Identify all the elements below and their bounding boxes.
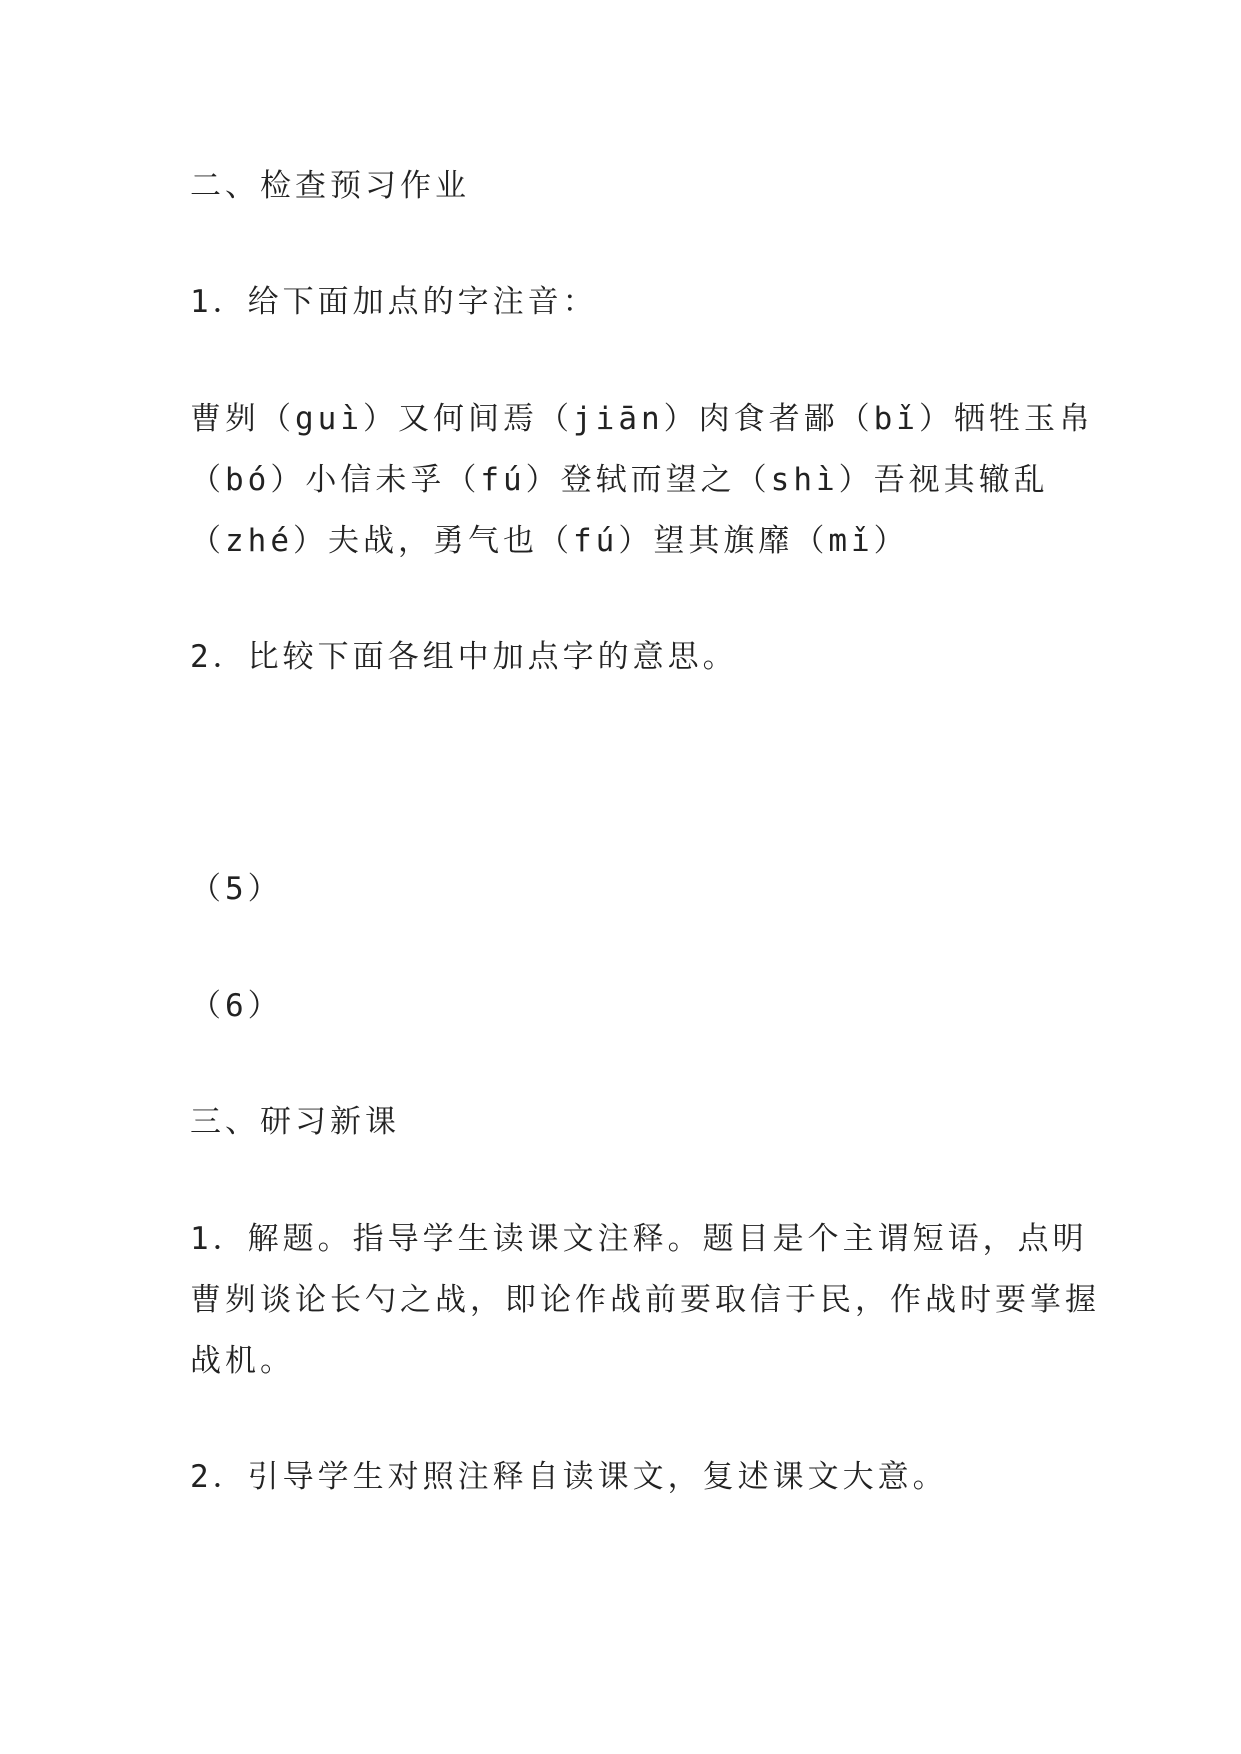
question2-label: 2．比较下面各组中加点字的意思。 (190, 639, 738, 675)
item-6: （6） (190, 988, 283, 1024)
pinyin-line-3: （zhé）夫战，勇气也（fú）望其旗靡（mǐ） (190, 523, 909, 559)
question1-label: 1．给下面加点的字注音： (190, 284, 598, 320)
section3-paragraph1-line1: 1．解题。指导学生读课文注释。题目是个主谓短语，点明 (190, 1221, 1088, 1257)
pinyin-line-2: （bó）小信未孚（fú）登轼而望之（shì）吾视其辙乱 (190, 462, 1049, 498)
section2-title: 二、检查预习作业 (190, 168, 470, 204)
section3-paragraph1-line3: 战机。 (190, 1343, 295, 1379)
item-5: （5） (190, 871, 283, 907)
section3-paragraph2: 2．引导学生对照注释自读课文，复述课文大意。 (190, 1459, 948, 1495)
section3-title: 三、研习新课 (190, 1104, 400, 1140)
section3-paragraph1-line2: 曹刿谈论长勺之战，即论作战前要取信于民，作战时要掌握 (190, 1282, 1100, 1318)
pinyin-line-1: 曹刿（guì）又何间焉（jiān）肉食者鄙（bǐ）牺牲玉帛 (190, 401, 1094, 437)
